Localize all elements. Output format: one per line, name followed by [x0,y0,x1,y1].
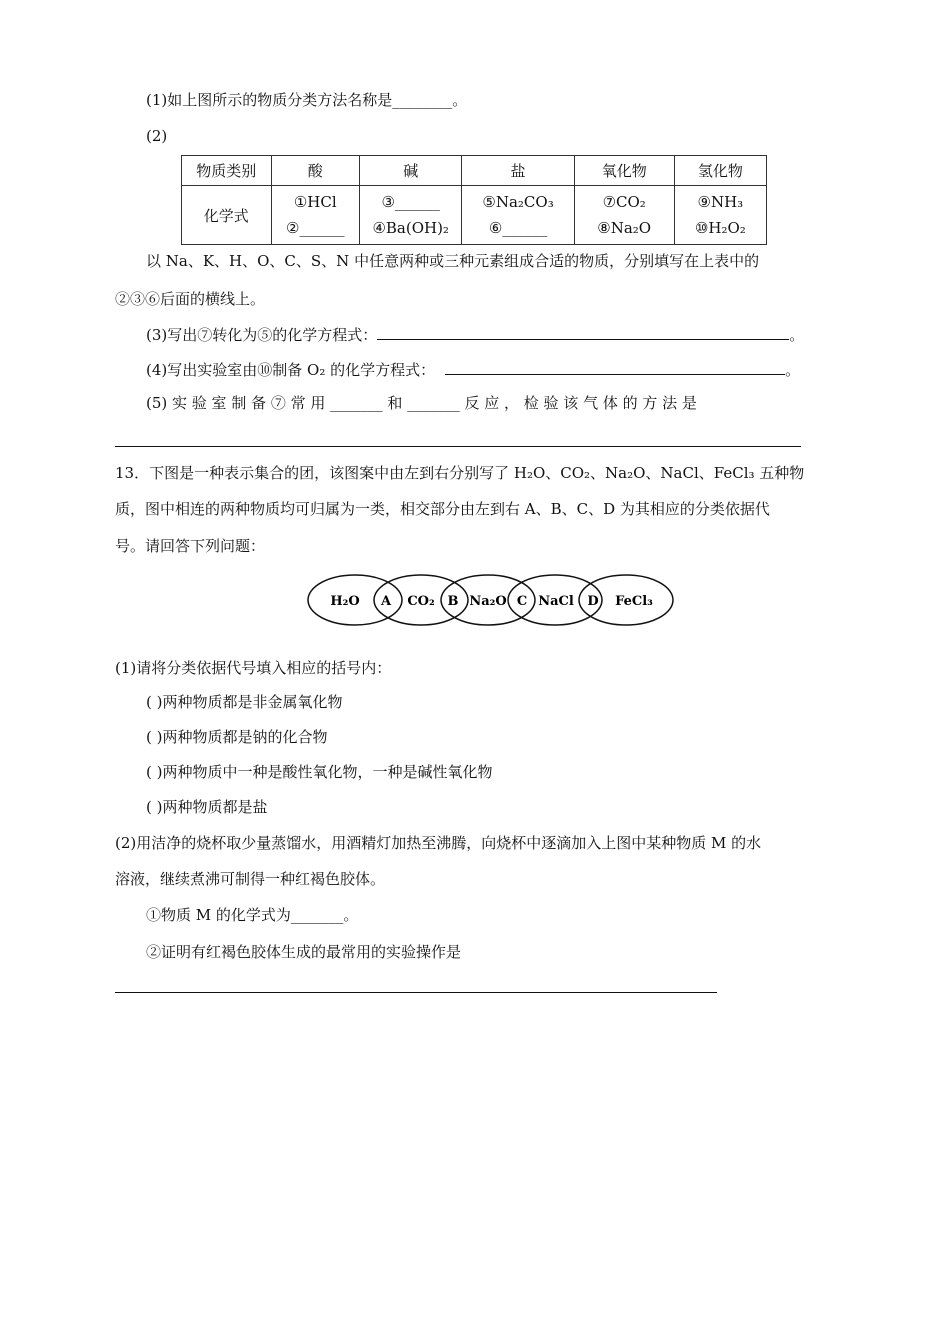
substance-fecl3: FeCl₃ [615,594,653,609]
q12-instruction-line1: 以 Na、K、H、O、C、S、N 中任意两种或三种元素组成合适的物质，分别填写在上表中的 [146,252,760,270]
salt-1: ⑤Na₂CO₃ [482,193,554,211]
base-2: ④Ba(OH)₂ [372,219,449,237]
letter-c: C [516,594,528,609]
salt-2: ⑥______ [488,219,548,237]
classification-table [181,155,767,245]
q12-part3-end: 。 [789,326,805,344]
q13-item-1: ( )两种物质都是非金属氧化物 [146,693,343,711]
base-1: ③______ [381,193,440,211]
set-diagram [300,570,680,630]
q13-intro-line3: 号。请回答下列问题： [115,537,266,555]
cell-salt [462,186,574,245]
header-acid: 酸 [271,156,359,186]
hydride-1: ⑨NH₃ [697,193,744,211]
q13-item-2: ( )两种物质都是钠的化合物 [146,728,328,746]
q12-part4 [146,358,800,380]
header-oxide: 氧化物 [574,156,674,186]
cell-oxide [574,186,674,245]
q13-intro-line1: 13．下图是一种表示集合的团，该图案中由左到右分别写了 H₂O、CO₂、Na₂O、NaCl、FeCl₃ 五种物 [115,464,805,482]
substance-co2: CO₂ [407,594,435,609]
cell-acid [271,186,359,245]
header-hydride: 氢化物 [674,156,766,186]
q12-part2-label: (2) [146,127,168,145]
substance-na2o: Na₂O [469,594,507,609]
q13-intro-line2: 质，图中相连的两种物质均可归属为一类，相交部分由左到右 A、B、C、D 为其相应的分类依据代 [115,500,770,518]
oxide-1: ⑦CO₂ [602,193,646,211]
q13-sub1: ①物质 M 的化学式为_______。 [146,906,359,924]
q12-part4-end: 。 [785,361,801,379]
q13-item-3: ( )两种物质中一种是酸性氧化物，一种是碱性氧化物 [146,763,493,781]
q13-part2-line1: (2)用洁净的烧杯取少量蒸馏水，用酒精灯加热至沸腾，向烧杯中逐滴加入上图中某种物质 M 的水 [115,834,762,852]
oxide-2: ⑧Na₂O [597,219,652,237]
row-label-formula: 化学式 [182,186,272,245]
q13-part1: (1)请将分类依据代号填入相应的括号内： [115,659,392,677]
substance-nacl: NaCl [538,594,574,609]
cell-base [359,186,462,245]
table-header-row [182,156,767,186]
letter-d: D [587,594,599,609]
q13-part2-line2: 溶液，继续煮沸可制得一种红褐色胶体。 [115,870,386,888]
q12-part1: (1)如上图所示的物质分类方法名称是________。 [146,91,468,109]
acid-2: ②______ [286,219,345,237]
q12-part5-answer-line [115,446,801,447]
q12-part3-answer-line [377,323,789,340]
letter-a: A [380,594,392,609]
q12-part4-text: (4)写出实验室由⑩制备 O₂ 的化学方程式： [146,361,436,379]
hydride-2: ⑩H₂O₂ [694,219,746,237]
cell-hydride [674,186,766,245]
q13-sub2-answer-line [115,992,717,993]
q12-part5: (5) 实 验 室 制 备 ⑦ 常 用 _______ 和 _______ 反 应 ， 检 验 该 气 体 的 方 法 是 [146,394,697,412]
letter-b: B [447,594,459,609]
q12-part3-text: (3)写出⑦转化为⑤的化学方程式： [146,326,378,344]
header-base: 碱 [359,156,462,186]
acid-1: ①HCl [293,193,337,211]
substance-h2o: H₂O [330,594,360,609]
header-category: 物质类别 [182,156,272,186]
q13-item-4: ( )两种物质都是盐 [146,798,268,816]
table-formula-row [182,186,767,245]
q12-part3 [146,323,804,345]
q12-part4-answer-line [445,358,785,375]
q13-sub2: ②证明有红褐色胶体生成的最常用的实验操作是 [146,943,462,961]
q12-instruction-line2: ②③⑥后面的横线上。 [115,290,266,308]
header-salt: 盐 [462,156,574,186]
